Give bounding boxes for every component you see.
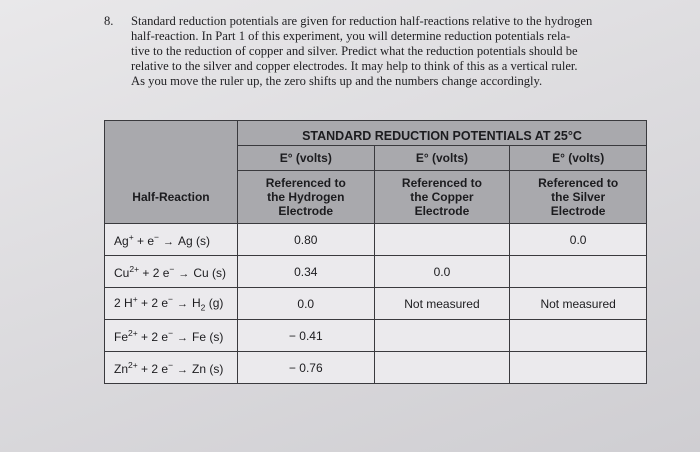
- potential-copper-cell: 0.0: [374, 256, 510, 288]
- potential-silver-cell: [510, 352, 647, 384]
- question-line: As you move the ruler up, the zero shifts up and the numbers change accordingly.: [131, 73, 543, 88]
- potential-copper-cell: [374, 224, 510, 256]
- table-title: STANDARD REDUCTION POTENTIALS AT 25°C: [237, 121, 646, 146]
- ref-header-hydrogen: Referenced to the Hydrogen Electrode: [237, 171, 374, 224]
- potential-hydrogen-cell: 0.0: [237, 288, 374, 320]
- question-line: relative to the silver and copper electrodes. It may help to think of this as a vertical ruler.: [131, 58, 578, 73]
- potential-hydrogen-cell: 0.80: [237, 224, 374, 256]
- arrow-right-icon: →: [177, 331, 189, 344]
- potential-hydrogen-cell: − 0.41: [237, 320, 374, 352]
- potential-silver-cell: [510, 256, 647, 288]
- arrow-right-icon: →: [162, 235, 174, 248]
- ref-header-copper: Referenced to the Copper Electrode: [374, 171, 510, 224]
- potential-copper-cell: [374, 352, 510, 384]
- question-line: Standard reduction potentials are given for reduction half-reactions relative to the hydrogen: [131, 14, 593, 28]
- table-row: [105, 288, 647, 320]
- half-reaction-cell: $Fe^{2+} + 2$ e− → Fe (s): [105, 320, 238, 352]
- half-reaction-cell: $Zn^{2+} + 2$ e− → Zn (s): [105, 352, 238, 384]
- table-row: [105, 352, 647, 384]
- half-reaction-cell: Ag+ + e− → Ag (s): [105, 224, 238, 256]
- corner-cell: [105, 146, 238, 171]
- half-reaction-header: Half-Reaction: [105, 171, 238, 224]
- table-row: [105, 320, 647, 352]
- question-8: [104, 14, 664, 89]
- question-line: half-reaction. In Part 1 of this experiment, you will determine reduction potentials rela-: [131, 28, 571, 43]
- potential-copper-cell: Not measured: [374, 288, 510, 320]
- ev-header-hydrogen: E° (volts): [237, 146, 374, 171]
- question-line: tive to the reduction of copper and silver. Predict what the reduction potentials should be: [131, 43, 578, 58]
- half-reaction-cell: 2 H+ + 2 $e^- \to H_2$ (g): [105, 288, 238, 320]
- arrow-right-icon: →: [178, 267, 190, 280]
- potential-copper-cell: [374, 320, 510, 352]
- potential-hydrogen-cell: 0.34: [237, 256, 374, 288]
- reduction-potentials-table-wrapper: [104, 120, 647, 384]
- question-text: [131, 14, 664, 89]
- potential-silver-cell: Not measured: [510, 288, 647, 320]
- arrow-right-icon: →: [177, 363, 189, 376]
- corner-cell: [105, 121, 238, 146]
- half-reaction-cell: $Cu^{2+} + 2$ e− → Cu (s): [105, 256, 238, 288]
- potential-silver-cell: [510, 320, 647, 352]
- ev-header-silver: E° (volts): [510, 146, 647, 171]
- potential-silver-cell: 0.0: [510, 224, 647, 256]
- ref-header-silver: Referenced to the Silver Electrode: [510, 171, 647, 224]
- ev-header-copper: E° (volts): [374, 146, 510, 171]
- table-row: [105, 256, 647, 288]
- potential-hydrogen-cell: − 0.76: [237, 352, 374, 384]
- reduction-potentials-table: [104, 120, 647, 384]
- table-row: [105, 224, 647, 256]
- question-number: 8.: [104, 14, 114, 28]
- arrow-right-icon: →: [176, 298, 188, 311]
